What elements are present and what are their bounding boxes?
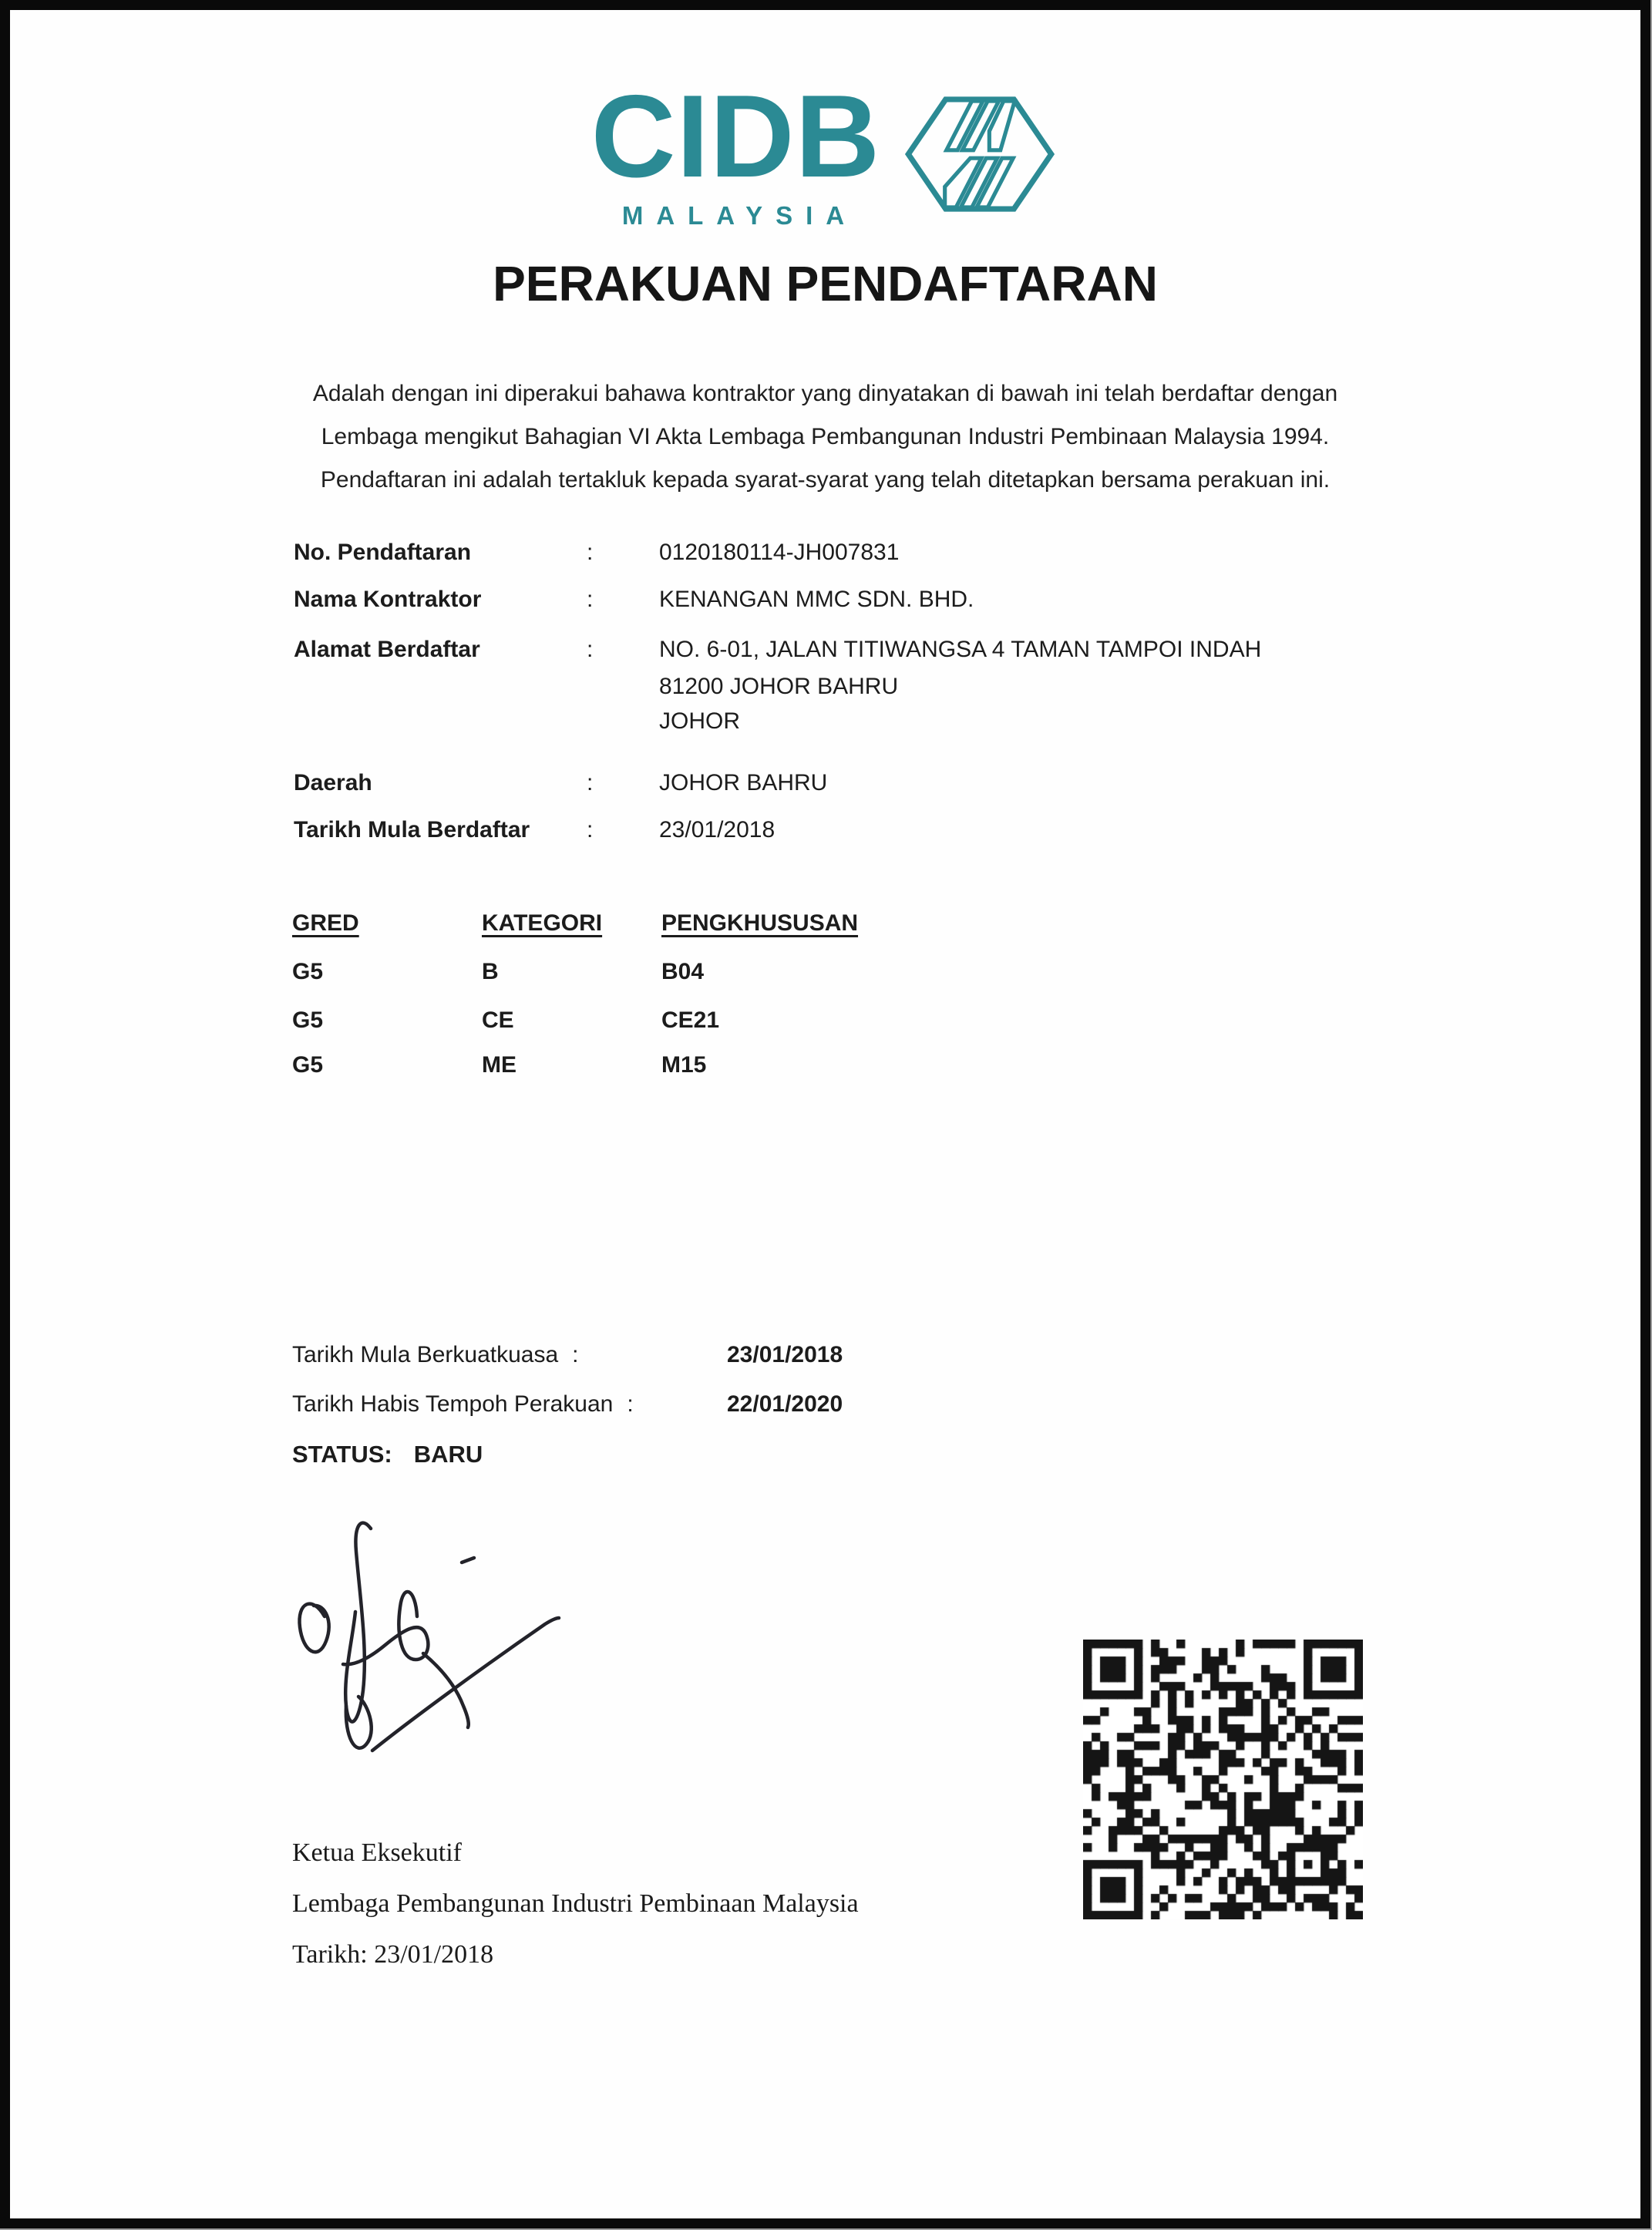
- detail-value: JOHOR BAHRU: [659, 770, 828, 795]
- detail-label: Daerah: [294, 770, 372, 795]
- table-row: [10, 959, 1640, 991]
- validity-colon: :: [572, 1342, 579, 1367]
- table-cell-gred: G5: [292, 1052, 324, 1078]
- cidb-logo-text: [590, 71, 881, 230]
- table-header-pengkhususan: PENGKHUSUSAN: [661, 910, 859, 936]
- cidb-wordmark: CIDB: [590, 71, 881, 202]
- table-cell-kategori: ME: [482, 1052, 516, 1078]
- status-label: STATUS:: [292, 1441, 392, 1468]
- detail-row-alamat-line2: [10, 674, 1640, 705]
- table-row: [10, 1007, 1640, 1040]
- table-header-row: [10, 910, 1640, 943]
- validity-value: 23/01/2018: [727, 1342, 843, 1367]
- cidb-malaysia-label: MALAYSIA: [621, 201, 858, 230]
- validity-row-habis-tempoh: [10, 1391, 1640, 1422]
- validity-value: 22/01/2020: [727, 1391, 843, 1417]
- detail-label: Alamat Berdaftar: [294, 637, 480, 662]
- detail-label: Nama Kontraktor: [294, 587, 482, 612]
- table-cell-gred: G5: [292, 959, 324, 984]
- table-cell-kategori: B: [482, 959, 499, 984]
- signature-image: [280, 1518, 588, 1764]
- detail-value: 23/01/2018: [659, 817, 776, 843]
- table-row: [10, 1052, 1640, 1085]
- intro-line-3: Pendaftaran ini adalah tertakluk kepada syarat-syarat yang telah ditetapkan bersama perakuan ini.: [320, 467, 1331, 493]
- validity-row-mula-berkuatkuasa: [10, 1342, 1640, 1373]
- status-row: [292, 1441, 483, 1468]
- footer-date: Tarikh: 23/01/2018: [292, 1940, 494, 1969]
- detail-colon: :: [587, 587, 594, 612]
- table-cell-pengkhususan: CE21: [661, 1007, 720, 1033]
- detail-row-alamat-line3: [10, 708, 1640, 739]
- signatory-title: Ketua Eksekutif: [292, 1838, 462, 1867]
- table-cell-kategori: CE: [482, 1007, 514, 1033]
- detail-row-daerah: [10, 770, 1640, 801]
- validity-label-wrap: [292, 1342, 579, 1368]
- table-cell-pengkhususan: M15: [661, 1052, 707, 1078]
- table-cell-gred: G5: [292, 1007, 324, 1033]
- status-badge: BARU: [413, 1441, 483, 1468]
- detail-value: KENANGAN MMC SDN. BHD.: [659, 587, 974, 612]
- cidb-logo: [10, 71, 1640, 230]
- detail-value: 0120180114-JH007831: [659, 540, 900, 565]
- detail-colon: :: [587, 637, 594, 662]
- detail-row-nama-kontraktor: [10, 587, 1640, 617]
- qr-code: [1083, 1640, 1363, 1919]
- table-header-gred: GRED: [292, 910, 359, 936]
- detail-colon: :: [587, 817, 594, 843]
- detail-value: JOHOR: [659, 708, 740, 734]
- detail-label: Tarikh Mula Berdaftar: [294, 817, 530, 843]
- page-title: PERAKUAN PENDAFTARAN: [493, 256, 1158, 311]
- table-header-kategori: KATEGORI: [482, 910, 603, 936]
- cidb-hexagon-icon: [900, 89, 1059, 220]
- validity-label-wrap: [292, 1391, 634, 1418]
- validity-label: Tarikh Mula Berkuatkuasa: [292, 1342, 559, 1367]
- detail-value: NO. 6-01, JALAN TITIWANGSA 4 TAMAN TAMPOI INDAH: [659, 637, 1262, 662]
- intro-line-1: Adalah dengan ini diperakui bahawa kontraktor yang dinyatakan di bawah ini telah berdaftar dengan: [312, 381, 1338, 406]
- organization-name: Lembaga Pembangunan Industri Pembinaan Malaysia: [292, 1889, 859, 1918]
- detail-value: 81200 JOHOR BAHRU: [659, 674, 899, 699]
- detail-row-tarikh-mula-berdaftar: [10, 817, 1640, 848]
- validity-label: Tarikh Habis Tempoh Perakuan: [292, 1391, 614, 1417]
- detail-label: No. Pendaftaran: [294, 540, 472, 565]
- detail-row-no-pendaftaran: [10, 540, 1640, 570]
- intro-paragraph: [10, 372, 1640, 502]
- intro-line-2: Lembaga mengikut Bahagian VI Akta Lembaga Pembangunan Industri Pembinaan Malaysia 1994.: [321, 424, 1330, 449]
- detail-colon: :: [587, 540, 594, 565]
- detail-colon: :: [587, 770, 594, 795]
- validity-colon: :: [627, 1391, 634, 1417]
- table-cell-pengkhususan: B04: [661, 959, 705, 984]
- detail-row-alamat-berdaftar: [10, 637, 1640, 668]
